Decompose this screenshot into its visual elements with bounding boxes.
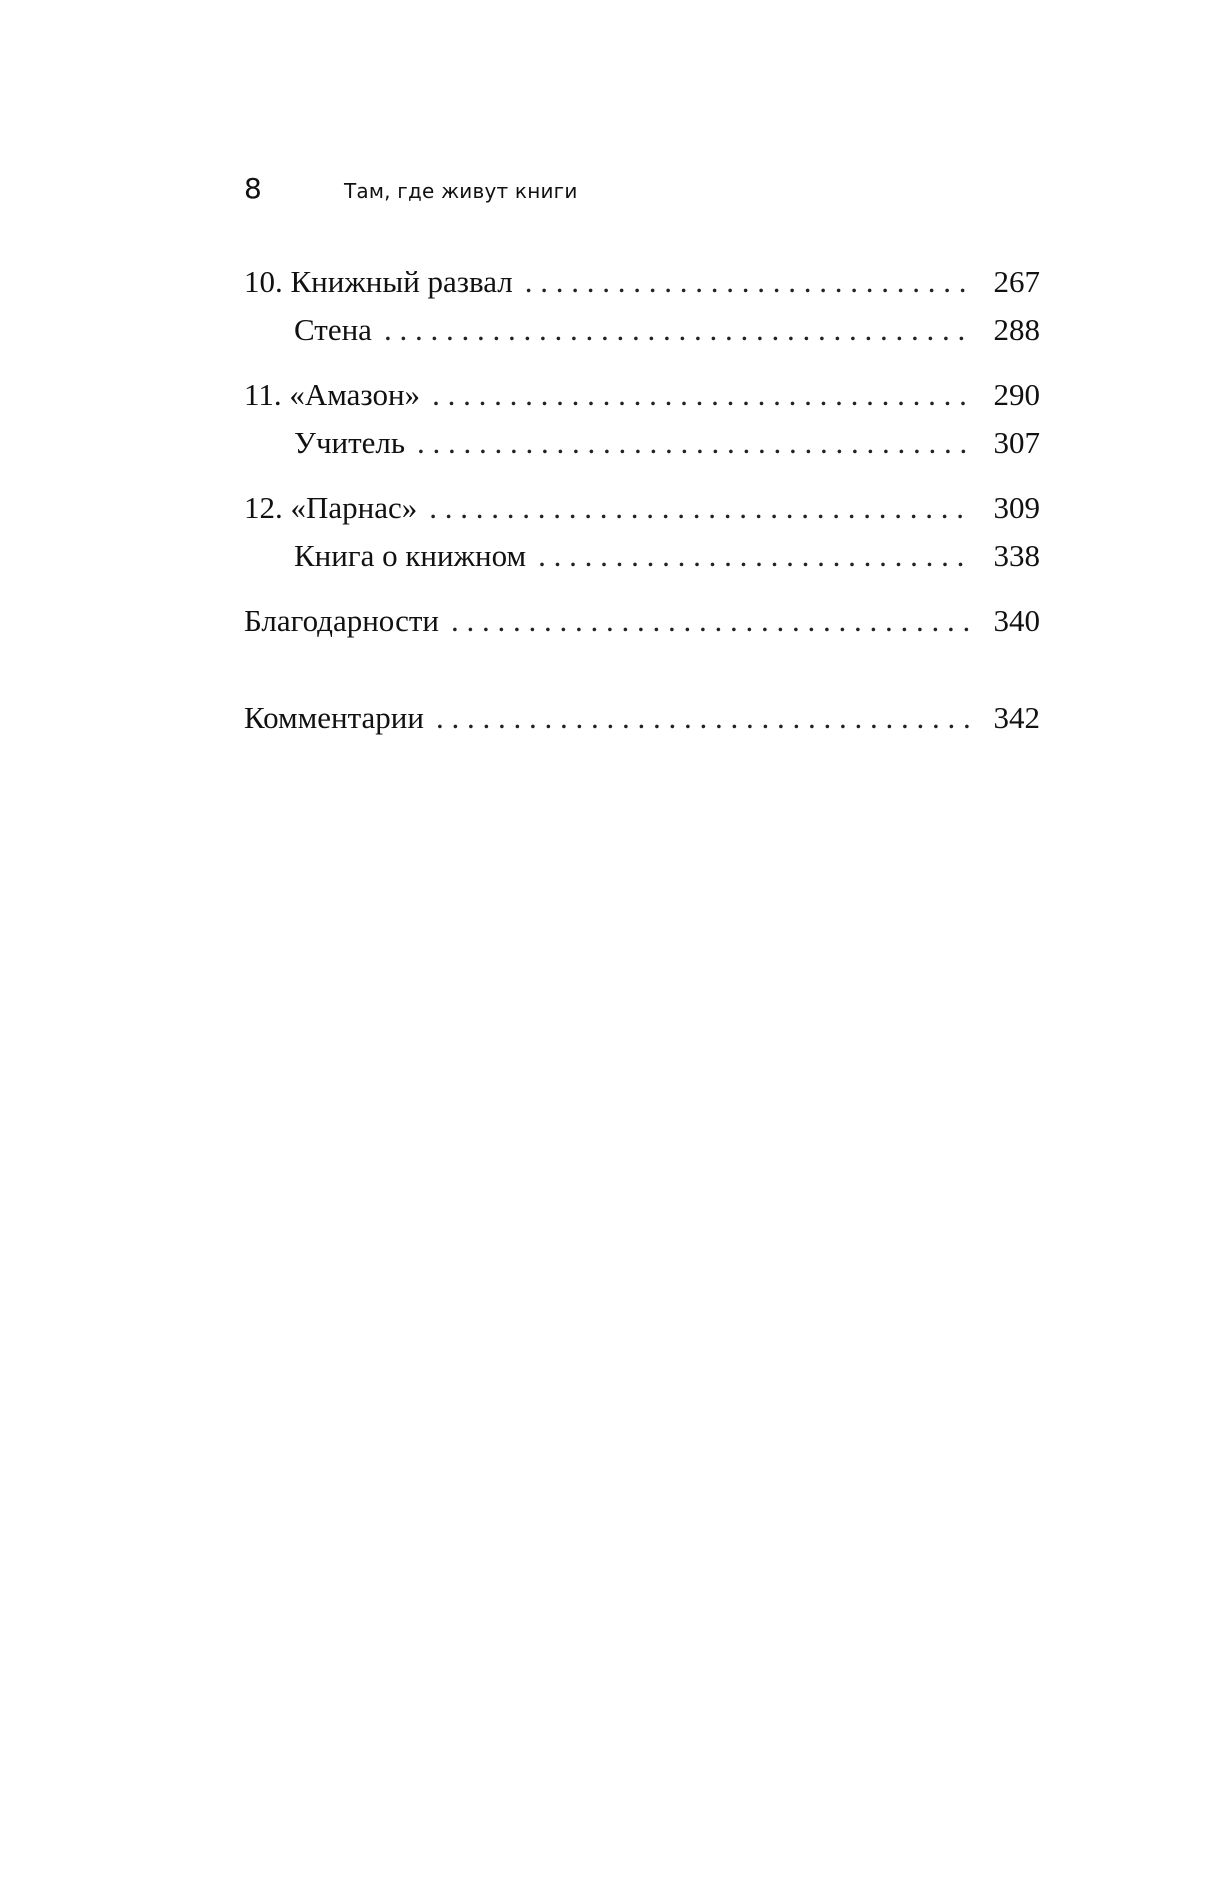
toc-chapter-11 [244,371,1040,467]
toc-entry-page: 267 [993,264,1040,299]
table-of-contents [244,258,1040,759]
toc-entry-page: 340 [993,603,1040,638]
dot-leader [451,597,972,645]
toc-entry-page: 288 [993,312,1040,347]
toc-chapter-10 [244,258,1040,354]
toc-subentry[interactable] [244,419,1040,467]
running-head-title: Там, где живут книги [344,179,578,203]
toc-entry-title: Учитель [294,425,406,460]
dot-leader [538,532,972,580]
dot-leader [417,419,972,467]
toc-entry-page: 309 [993,490,1040,525]
toc-entry-title: Стена [294,312,372,347]
toc-entry-title: 10. Книжный развал [244,264,513,299]
page-number: 8 [244,172,262,205]
toc-entry[interactable] [244,371,1040,419]
toc-entry-page: 342 [993,700,1040,735]
dot-leader [429,484,972,532]
toc-subentry[interactable] [244,306,1040,354]
toc-entry[interactable] [244,484,1040,532]
toc-entry-page: 338 [993,538,1040,573]
dot-leader [436,694,972,742]
running-head [244,172,578,212]
toc-entry[interactable] [244,694,1040,742]
dot-leader [525,258,972,306]
toc-entry-title: 12. «Парнас» [244,490,418,525]
toc-entry-title: Комментарии [244,700,424,735]
toc-subentry[interactable] [244,532,1040,580]
toc-acknowledgements [244,597,1040,645]
toc-entry-title: Книга о книжном [294,538,527,573]
toc-chapter-12 [244,484,1040,580]
toc-comments [244,694,1040,742]
toc-entry-page: 307 [993,425,1040,460]
dot-leader [384,306,972,354]
toc-entry-title: Благодарности [244,603,439,638]
dot-leader [432,371,972,419]
toc-entry-page: 290 [993,377,1040,412]
toc-entry-title: 11. «Амазон» [244,377,421,412]
toc-entry[interactable] [244,597,1040,645]
toc-entry[interactable] [244,258,1040,306]
